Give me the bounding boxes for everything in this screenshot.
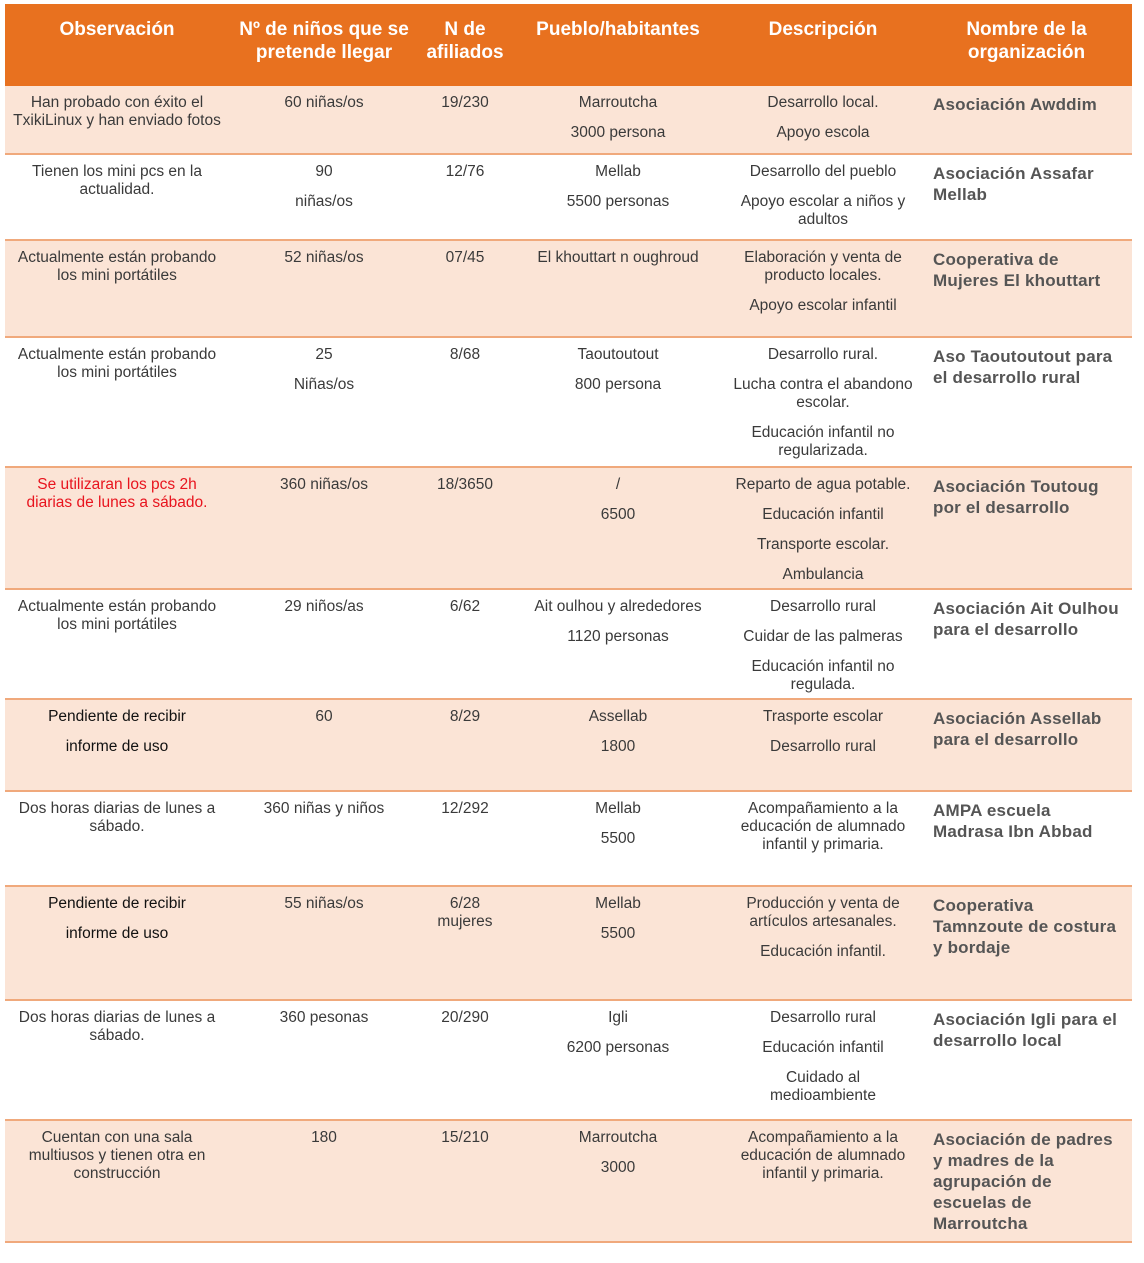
table-row (5, 589, 1132, 699)
header-pueblo: Pueblo/habitantes (511, 4, 725, 86)
pueblo-cell (511, 337, 725, 467)
descripcion-text: Acompañamiento a la educación de alumnado infantil y primaria. (740, 1129, 906, 1182)
observacion-text: Actualmente están probando los mini portátiles (17, 598, 217, 633)
ninos-text: 360 niñas/os (280, 476, 368, 493)
afiliados-cell (419, 886, 511, 1000)
ninos-cell (229, 337, 419, 467)
afiliados-cell (419, 337, 511, 467)
pueblo-cell (511, 240, 725, 337)
organizacion-cell: Asociación de padres y madres de la agrupación de escuelas de Marroutcha (921, 1120, 1132, 1242)
descripcion-text: Desarrollo local. (767, 94, 879, 111)
observacion-text: Han probado con éxito el TxikiLinux y han enviado fotos (13, 94, 221, 129)
table-row (5, 1000, 1132, 1120)
ninos-text: 90 (315, 163, 333, 180)
pueblo-text: Assellab (588, 708, 648, 725)
organizacion-cell: Asociación Igli para el desarrollo local (921, 1000, 1132, 1120)
ninos-text: Niñas/os (293, 376, 355, 393)
observacion-cell (5, 791, 229, 886)
ninos-cell (229, 240, 419, 337)
organizacion-cell: Asociación Ait Oulhou para el desarrollo (921, 589, 1132, 699)
ninos-text: 25 (315, 346, 333, 363)
organizacion-cell: Cooperativa de Mujeres El khouttart (921, 240, 1132, 337)
pueblo-cell (511, 589, 725, 699)
table-row (5, 886, 1132, 1000)
pueblo-text: Igli (608, 1009, 628, 1026)
ninos-text: 29 niños/as (284, 598, 364, 615)
pueblo-text: Mellab (595, 163, 641, 180)
pueblo-text: Marroutcha (578, 1129, 658, 1146)
pueblo-text: Mellab (595, 895, 641, 912)
ninos-cell (229, 1000, 419, 1120)
descripcion-text: Elaboración y venta de producto locales. (744, 249, 902, 284)
table-row (5, 154, 1132, 240)
header-ninos: Nº de niños que se pretende llegar (229, 4, 419, 86)
pueblo-cell (511, 1000, 725, 1120)
pueblo-cell (511, 154, 725, 240)
header-organizacion: Nombre de la organización (921, 4, 1132, 86)
table-row (5, 240, 1132, 337)
observacion-cell (5, 240, 229, 337)
pueblo-text: 800 persona (574, 376, 662, 393)
afiliados-text: 19/230 (441, 94, 489, 111)
pueblo-text: 3000 persona (570, 124, 666, 141)
observacion-cell (5, 1120, 229, 1242)
observacion-cell (5, 589, 229, 699)
descripcion-text: Educación infantil no regularizada. (751, 424, 895, 459)
descripcion-text: Desarrollo rural. (767, 346, 879, 363)
observacion-text: Pendiente de recibir (48, 708, 186, 725)
descripcion-cell (725, 886, 921, 1000)
descripcion-cell (725, 154, 921, 240)
ninos-cell (229, 791, 419, 886)
observacion-text: Actualmente están probando los mini portátiles (17, 346, 217, 381)
ninos-cell (229, 589, 419, 699)
pueblo-cell (511, 886, 725, 1000)
ninos-cell (229, 1120, 419, 1242)
organizacion-cell: AMPA escuela Madrasa Ibn Abbad (921, 791, 1132, 886)
descripcion-text: Apoyo escolar infantil (749, 297, 897, 314)
descripcion-cell (725, 240, 921, 337)
pueblo-cell (511, 791, 725, 886)
header-descripcion: Descripción (725, 4, 921, 86)
pueblo-text: 5500 personas (566, 193, 670, 210)
descripcion-cell (725, 86, 921, 154)
afiliados-text: 12/76 (445, 163, 485, 180)
descripcion-text: Educación infantil (762, 506, 884, 523)
descripcion-text: Educación infantil (762, 1039, 884, 1056)
pueblo-text: Mellab (595, 800, 641, 817)
pueblo-text: 6200 personas (566, 1039, 670, 1056)
descripcion-text: Desarrollo rural (770, 1009, 876, 1026)
table-row (5, 1120, 1132, 1242)
descripcion-cell (725, 337, 921, 467)
afiliados-text: 8/68 (449, 346, 481, 363)
afiliados-cell (419, 589, 511, 699)
afiliados-cell (419, 467, 511, 589)
afiliados-cell (419, 1120, 511, 1242)
table-row (5, 467, 1132, 589)
ninos-text: 52 niñas/os (284, 249, 364, 266)
observacion-cell (5, 1000, 229, 1120)
observacion-text: Cuentan con una sala multiusos y tienen otra en construcción (28, 1129, 206, 1182)
header-observacion: Observación (5, 4, 229, 86)
observacion-text: Dos horas diarias de lunes a sábado. (18, 1009, 216, 1044)
afiliados-text: 18/3650 (436, 476, 494, 493)
afiliados-cell (419, 1000, 511, 1120)
observacion-cell (5, 337, 229, 467)
table-row (5, 86, 1132, 154)
header-row (5, 4, 1132, 86)
observacion-text: Se utilizaran los pcs 2h diarias de lunes a sábado. (26, 476, 208, 511)
afiliados-text: 6/28 mujeres (437, 895, 493, 930)
afiliados-text: 15/210 (441, 1129, 489, 1146)
pueblo-text: 6500 (600, 506, 636, 523)
observacion-cell (5, 154, 229, 240)
observacion-cell (5, 699, 229, 791)
ninos-text: 55 niñas/os (284, 895, 364, 912)
pueblo-cell (511, 699, 725, 791)
descripcion-text: Trasporte escolar (762, 708, 884, 725)
ninos-text: 360 niñas y niños (263, 800, 385, 817)
pueblo-cell (511, 86, 725, 154)
ninos-cell (229, 86, 419, 154)
pueblo-text: 5500 (600, 925, 636, 942)
pueblo-text: 1800 (600, 738, 636, 755)
descripcion-text: Desarrollo del pueblo (749, 163, 897, 180)
organizacion-cell: Asociación Toutoug por el desarrollo (921, 467, 1132, 589)
ninos-cell (229, 467, 419, 589)
descripcion-text: Apoyo escola (776, 124, 870, 141)
organizations-table (5, 4, 1132, 1243)
observacion-text: Actualmente están probando los mini portátiles (17, 249, 217, 284)
ninos-text: niñas/os (295, 193, 353, 210)
table-row (5, 791, 1132, 886)
organizacion-cell: Asociación Awddim (921, 86, 1132, 154)
observacion-text: Pendiente de recibir (48, 895, 186, 912)
descripcion-cell (725, 589, 921, 699)
observacion-cell (5, 86, 229, 154)
afiliados-cell (419, 154, 511, 240)
ninos-text: 60 niñas/os (284, 94, 364, 111)
descripcion-text: Producción y venta de artículos artesanales. (746, 895, 900, 930)
afiliados-cell (419, 699, 511, 791)
ninos-text: 180 (311, 1129, 337, 1146)
descripcion-text: Reparto de agua potable. (735, 476, 911, 493)
observacion-cell (5, 467, 229, 589)
pueblo-text: / (615, 476, 621, 493)
afiliados-text: 20/290 (441, 1009, 489, 1026)
pueblo-text: Marroutcha (578, 94, 658, 111)
pueblo-text: 3000 (600, 1159, 636, 1176)
observacion-text: informe de uso (65, 738, 169, 755)
afiliados-text: 12/292 (441, 800, 489, 817)
observacion-text: Dos horas diarias de lunes a sábado. (18, 800, 216, 835)
descripcion-cell (725, 1120, 921, 1242)
descripcion-text: Educación infantil. (760, 943, 886, 960)
pueblo-text: Taoutoutout (577, 346, 659, 363)
organizacion-cell: Cooperativa Tamnzoute de costura y bordaje (921, 886, 1132, 1000)
afiliados-cell (419, 240, 511, 337)
organizacion-cell: Asociación Assafar Mellab (921, 154, 1132, 240)
descripcion-cell (725, 467, 921, 589)
pueblo-text: Ait oulhou y alrededores (534, 598, 702, 615)
organizacion-cell: Asociación Assellab para el desarrollo (921, 699, 1132, 791)
pueblo-cell (511, 467, 725, 589)
descripcion-text: Apoyo escolar a niños y adultos (740, 193, 906, 228)
afiliados-text: 8/29 (449, 708, 481, 725)
observacion-text: informe de uso (65, 925, 169, 942)
descripcion-text: Cuidado al medioambiente (770, 1069, 876, 1104)
table-row (5, 699, 1132, 791)
descripcion-text: Lucha contra el abandono escolar. (733, 376, 913, 411)
table-row (5, 337, 1132, 467)
ninos-cell (229, 154, 419, 240)
ninos-text: 60 (315, 708, 333, 725)
descripcion-text: Transporte escolar. (756, 536, 890, 553)
organizacion-cell: Aso Taoutoutout para el desarrollo rural (921, 337, 1132, 467)
descripcion-text: Educación infantil no regulada. (751, 658, 895, 693)
afiliados-text: 6/62 (449, 598, 481, 615)
descripcion-text: Desarrollo rural (770, 598, 876, 615)
descripcion-text: Cuidar de las palmeras (743, 628, 903, 645)
descripcion-text: Ambulancia (782, 566, 864, 583)
descripcion-cell (725, 1000, 921, 1120)
afiliados-text: 07/45 (445, 249, 485, 266)
pueblo-cell (511, 1120, 725, 1242)
ninos-cell (229, 699, 419, 791)
observacion-cell (5, 886, 229, 1000)
observacion-text: Tienen los mini pcs en la actualidad. (31, 163, 202, 198)
descripcion-text: Acompañamiento a la educación de alumnado infantil y primaria. (740, 800, 906, 853)
pueblo-text: 1120 personas (567, 628, 669, 645)
pueblo-text: 5500 (600, 830, 636, 847)
descripcion-cell (725, 699, 921, 791)
table-body (5, 86, 1132, 1242)
pueblo-text: El khouttart n oughroud (537, 249, 699, 266)
ninos-cell (229, 886, 419, 1000)
ninos-text: 360 pesonas (279, 1009, 369, 1026)
descripcion-cell (725, 791, 921, 886)
descripcion-text: Desarrollo rural (770, 738, 876, 755)
afiliados-cell (419, 791, 511, 886)
afiliados-cell (419, 86, 511, 154)
header-afiliados: N de afiliados (419, 4, 511, 86)
